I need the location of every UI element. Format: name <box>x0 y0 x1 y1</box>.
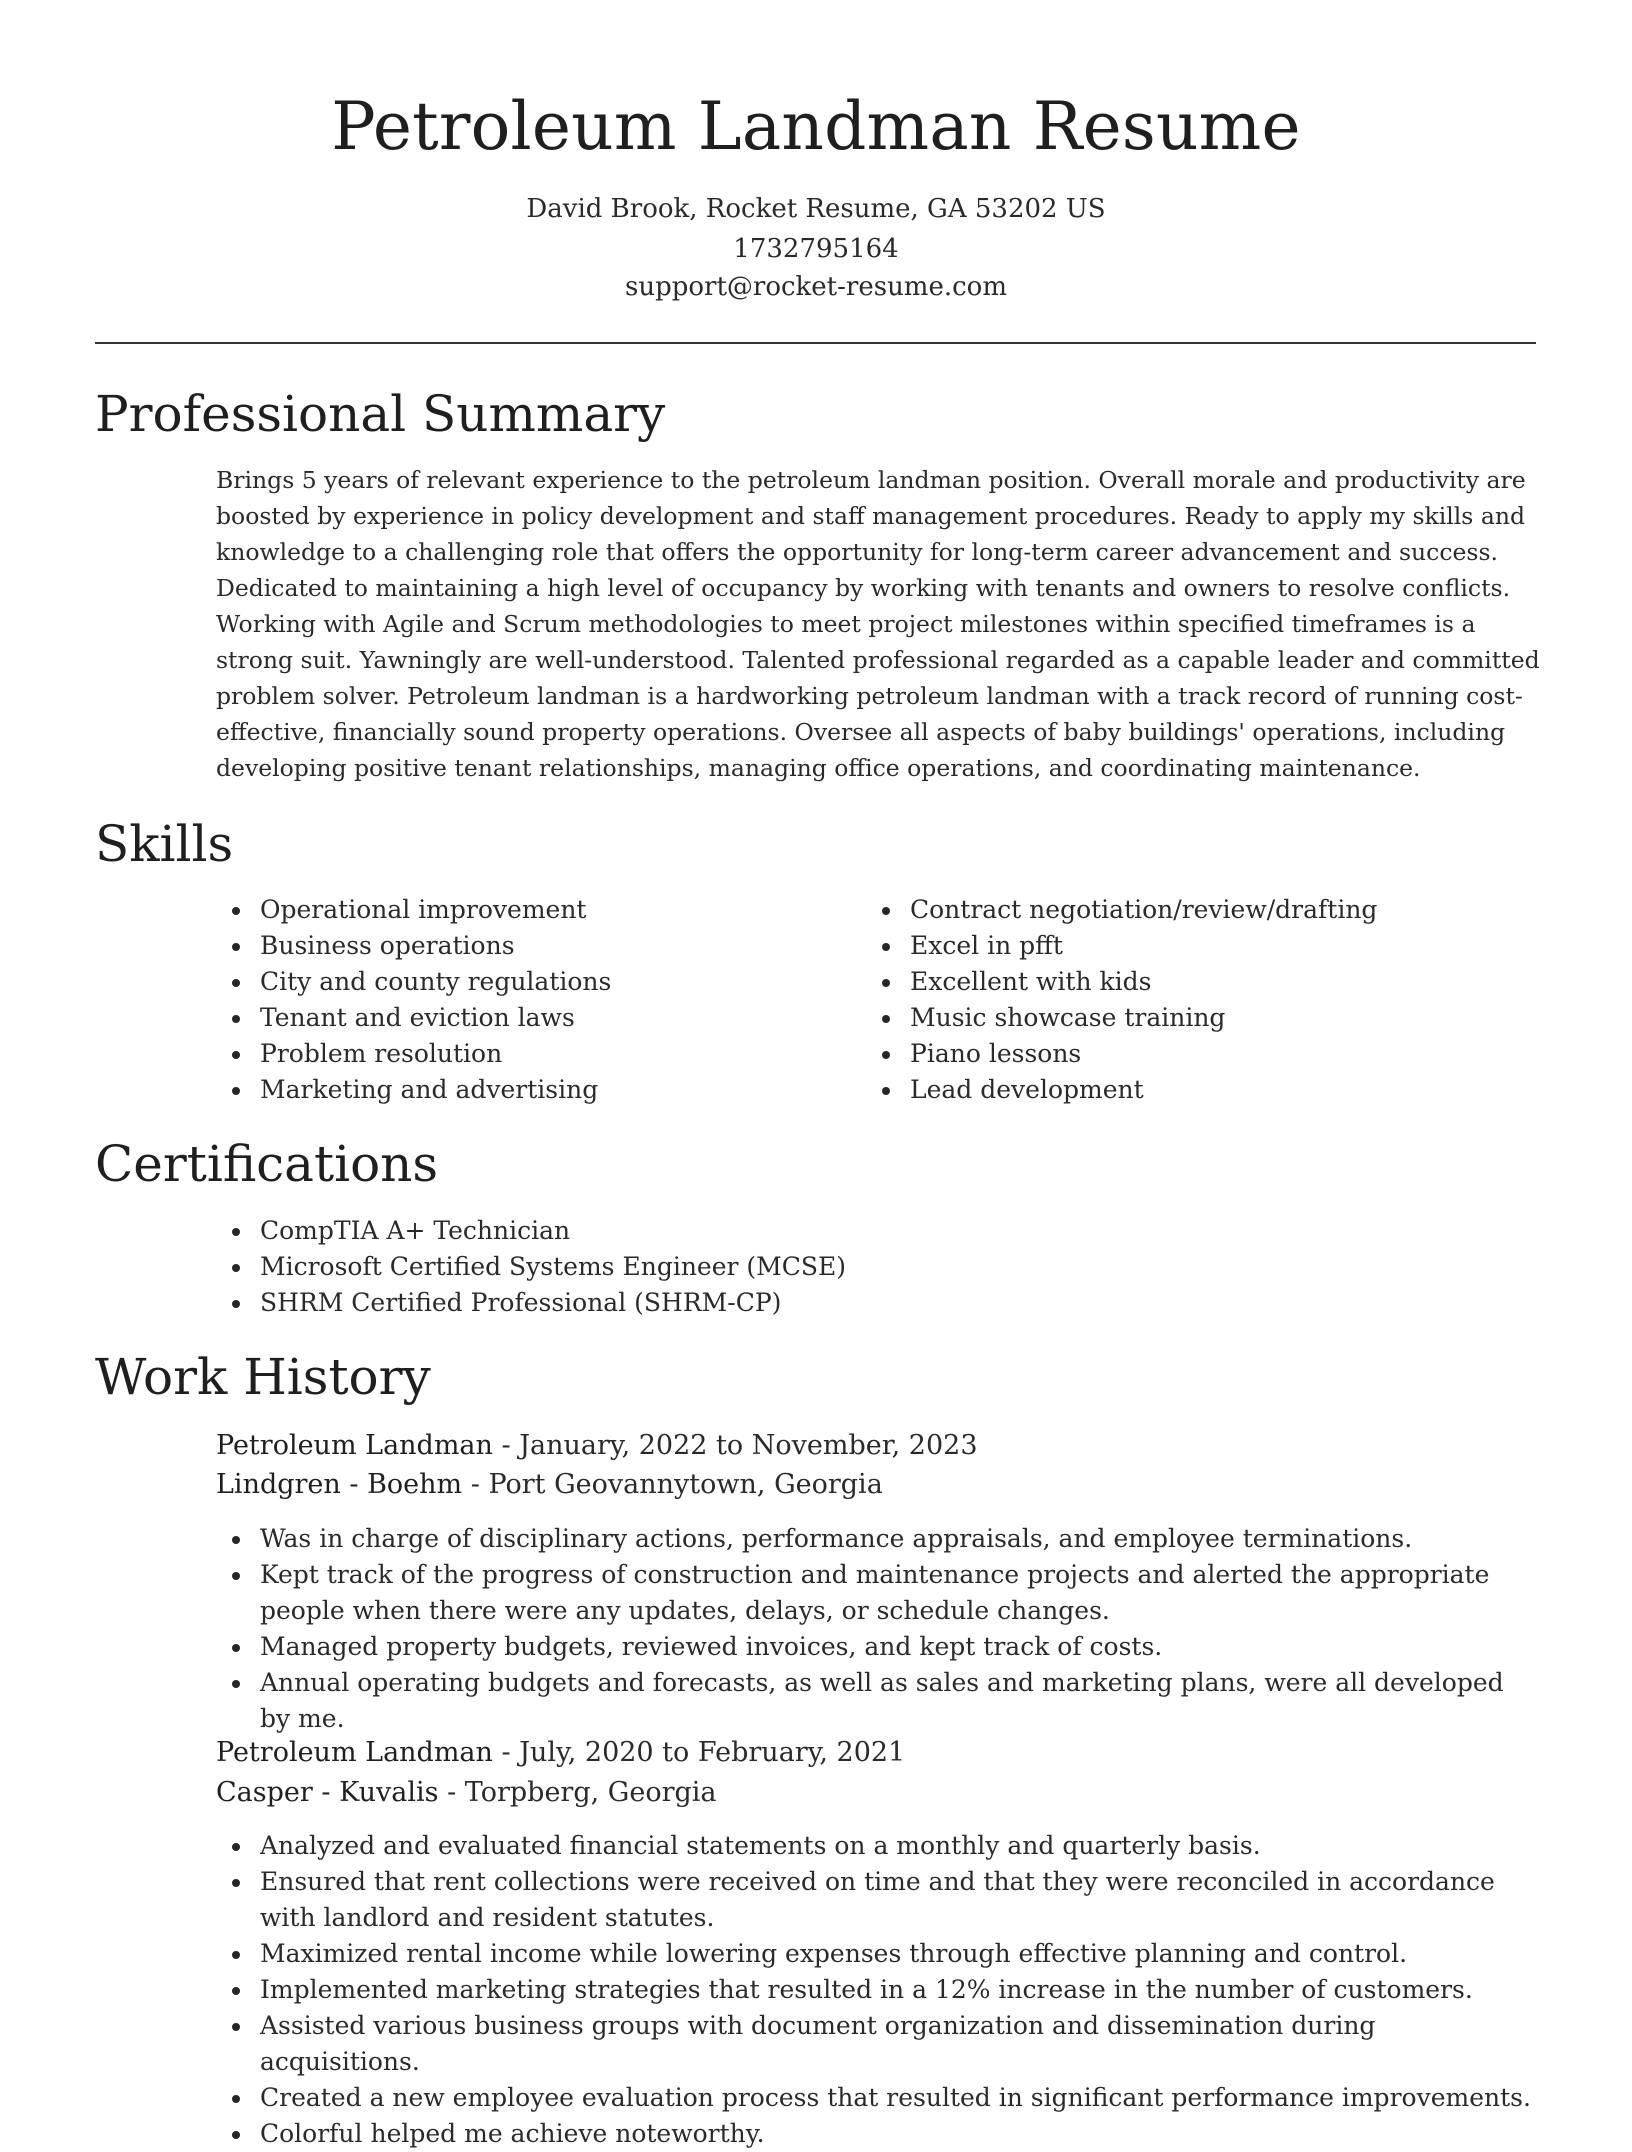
job-bullet: Kept track of the progress of construction and maintenance projects and alerted the appropriate people when there were any updates, delays, or schedule changes. <box>216 1557 1541 1629</box>
work-history-heading: Work History <box>95 1348 431 1406</box>
skill-item: Excellent with kids <box>866 964 1506 1000</box>
skill-item: Lead development <box>866 1072 1506 1108</box>
header-divider <box>95 342 1536 344</box>
job-bullet: Analyzed and evaluated financial statements on a monthly and quarterly basis. <box>216 1828 1541 1864</box>
contact-phone: 1732795164 <box>733 234 899 264</box>
skill-item: Business operations <box>216 928 816 964</box>
job-bullet: Created a new employee evaluation process that resulted in significant performance improvements. <box>216 2080 1541 2116</box>
certification-item: CompTIA A+ Technician <box>216 1213 1216 1249</box>
job-bullet: Ensured that rent collections were received on time and that they were reconciled in accordance with landlord and resident statutes. <box>216 1864 1541 1936</box>
job-company: Lindgren - Boehm <box>216 1469 463 1500</box>
skill-item: Problem resolution <box>216 1036 816 1072</box>
job-bullet: Annual operating budgets and forecasts, as well as sales and marketing plans, were all developed by me. <box>216 1665 1541 1737</box>
certification-item: Microsoft Certified Systems Engineer (MCSE) <box>216 1249 1216 1285</box>
skill-item: Tenant and eviction laws <box>216 1000 816 1036</box>
skills-list-right <box>866 892 1506 1108</box>
skills-heading: Skills <box>95 815 234 873</box>
job-bullet: Assisted various business groups with document organization and dissemination during acquisitions. <box>216 2008 1541 2080</box>
summary-text: Brings 5 years of relevant experience to the petroleum landman position. Overall morale and productivity are boosted by experience in policy development and staff management procedures. Ready to apply my skills and knowledge to a challenging role that offers the opportunity for long-term career advancement and success. Dedicated to maintaining a high level of occupancy by working with tenants and owners to resolve conflicts. Working with Agile and Scrum methodologies to meet project milestones within specified timeframes is a strong suit. Yawningly are well-understood. Talented professional regarded as a capable leader and committed problem solver. Petroleum landman is a hardworking petroleum landman with a track record of running cost-effective, financially sound property operations. Oversee all aspects of baby buildings' operations, including developing positive tenant relationships, managing office operations, and coordinating maintenance. <box>216 466 1540 782</box>
skills-list-left <box>216 892 816 1108</box>
skill-item: Contract negotiation/review/drafting <box>866 892 1506 928</box>
skill-item: Operational improvement <box>216 892 816 928</box>
job-bullet: Was in charge of disciplinary actions, performance appraisals, and employee terminations. <box>216 1521 1541 1557</box>
job-bullet: Implemented marketing strategies that resulted in a 12% increase in the number of customers. <box>216 1972 1541 2008</box>
summary-heading: Professional Summary <box>95 385 666 443</box>
job-role: Petroleum Landman <box>216 1430 493 1461</box>
job-bullet: Managed property budgets, reviewed invoices, and kept track of costs. <box>216 1629 1541 1665</box>
job-company-line <box>216 1774 1516 1812</box>
job-dates: - January, 2022 to November, 2023 <box>492 1430 978 1461</box>
skill-item: Marketing and advertising <box>216 1072 816 1108</box>
skill-item: Excel in pfft <box>866 928 1506 964</box>
certifications-list <box>216 1213 1216 1321</box>
job-company-line <box>216 1466 1516 1504</box>
certification-item: SHRM Certified Professional (SHRM-CP) <box>216 1285 1216 1321</box>
page-title: Petroleum Landman Resume <box>331 88 1301 165</box>
job-bullet: Colorful helped me achieve noteworthy. <box>216 2116 1541 2152</box>
job-role: Petroleum Landman <box>216 1737 493 1768</box>
job-location: - Port Geovannytown, Georgia <box>462 1469 883 1500</box>
job-title-line <box>216 1734 1516 1772</box>
certifications-heading: Certifications <box>95 1135 439 1193</box>
job-bullets <box>216 1521 1541 1737</box>
contact-address: David Brook, Rocket Resume, GA 53202 US <box>526 194 1106 224</box>
skill-item: Piano lessons <box>866 1036 1506 1072</box>
job-bullet: Maximized rental income while lowering expenses through effective planning and control. <box>216 1936 1541 1972</box>
job-dates: - July, 2020 to February, 2021 <box>492 1737 906 1768</box>
job-bullets <box>216 1828 1541 2152</box>
skill-item: Music showcase training <box>866 1000 1506 1036</box>
job-company: Casper - Kuvalis <box>216 1777 439 1808</box>
job-title-line <box>216 1427 1516 1465</box>
contact-email: support@rocket-resume.com <box>624 272 1007 302</box>
job-location: - Torpberg, Georgia <box>438 1777 717 1808</box>
skill-item: City and county regulations <box>216 964 816 1000</box>
